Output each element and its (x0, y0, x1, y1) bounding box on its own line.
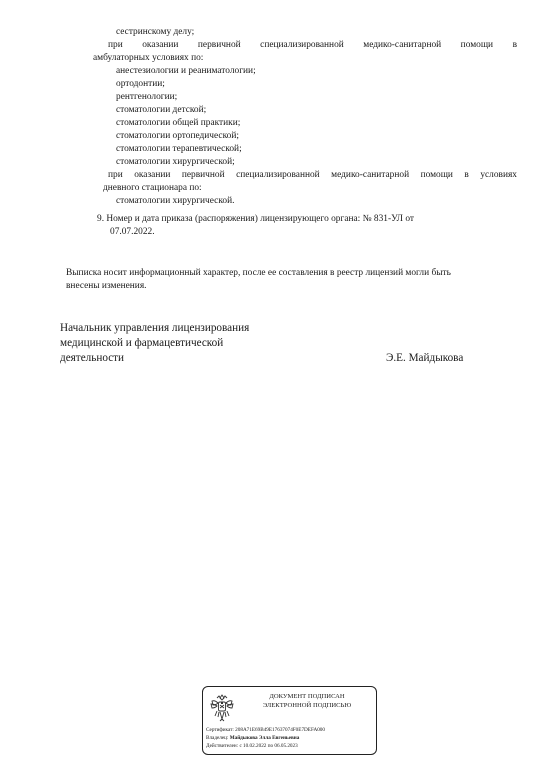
stamp-header-line1: ДОКУМЕНТ ПОДПИСАН (269, 693, 345, 700)
list-item: сестринскому делу; (116, 27, 195, 37)
stamp-valid-label: Действителен: (206, 743, 239, 749)
notice-line1: Выписка носит информационный характер, после ее составления в реестр лицензий могли быть (66, 268, 451, 278)
stamp-certificate (206, 727, 325, 733)
signatory-name: Э.Е. Майдыкова (386, 352, 464, 364)
signatory-title-line1: Начальник управления лицензирования (60, 322, 250, 334)
stamp-certificate-label: Сертификат: (206, 727, 234, 733)
item9-line1: 9. Номер и дата приказа (распоряжения) лицензирующего органа: № 831-УЛ от (97, 214, 415, 224)
day-hospital-intro-line2: дневного стационара по: (103, 183, 202, 193)
stamp-owner-value: Майдыкова Элла Евгеньевна (229, 735, 300, 741)
ambulatory-intro-line2: амбулаторных условиях по: (93, 53, 204, 63)
day-hospital-intro-line1: при оказании первичной специализированной медико-санитарной помощи в условиях (108, 170, 517, 180)
list-item: стоматологии терапевтической; (116, 144, 242, 154)
list-item: анестезиологии и реаниматологии; (116, 66, 256, 76)
notice-line2: внесены изменения. (66, 281, 147, 291)
list-item: стоматологии общей практики; (116, 118, 241, 128)
list-item: стоматологии детской; (116, 105, 207, 115)
ambulatory-intro-line1: при оказании первичной специализированной медико-санитарной помощи в (108, 40, 517, 50)
list-item: ортодонтии; (116, 79, 165, 89)
stamp-validity (206, 743, 298, 749)
stamp-owner (206, 735, 299, 741)
signatory-title-line2: медицинской и фармацевтической (60, 337, 224, 349)
stamp-certificate-value: 208A71E69B49E17637074F0E7DEFA000 (235, 727, 325, 733)
stamp-header-line2: ЭЛЕКТРОННОЙ ПОДПИСЬЮ (262, 702, 352, 709)
e-signature-stamp (202, 686, 377, 755)
list-item: стоматологии хирургической. (116, 196, 235, 206)
list-item: рентгенологии; (116, 92, 178, 102)
list-item: стоматологии хирургической; (116, 157, 235, 167)
signatory-title-line3: деятельности (60, 352, 125, 364)
coat-of-arms-icon (209, 692, 235, 722)
list-item: стоматологии ортопедической; (116, 131, 239, 141)
stamp-owner-label: Владелец: (206, 735, 229, 741)
stamp-valid-value: с 10.02.2022 по 06.05.2023 (239, 743, 298, 749)
item9-line2: 07.07.2022. (110, 227, 155, 237)
